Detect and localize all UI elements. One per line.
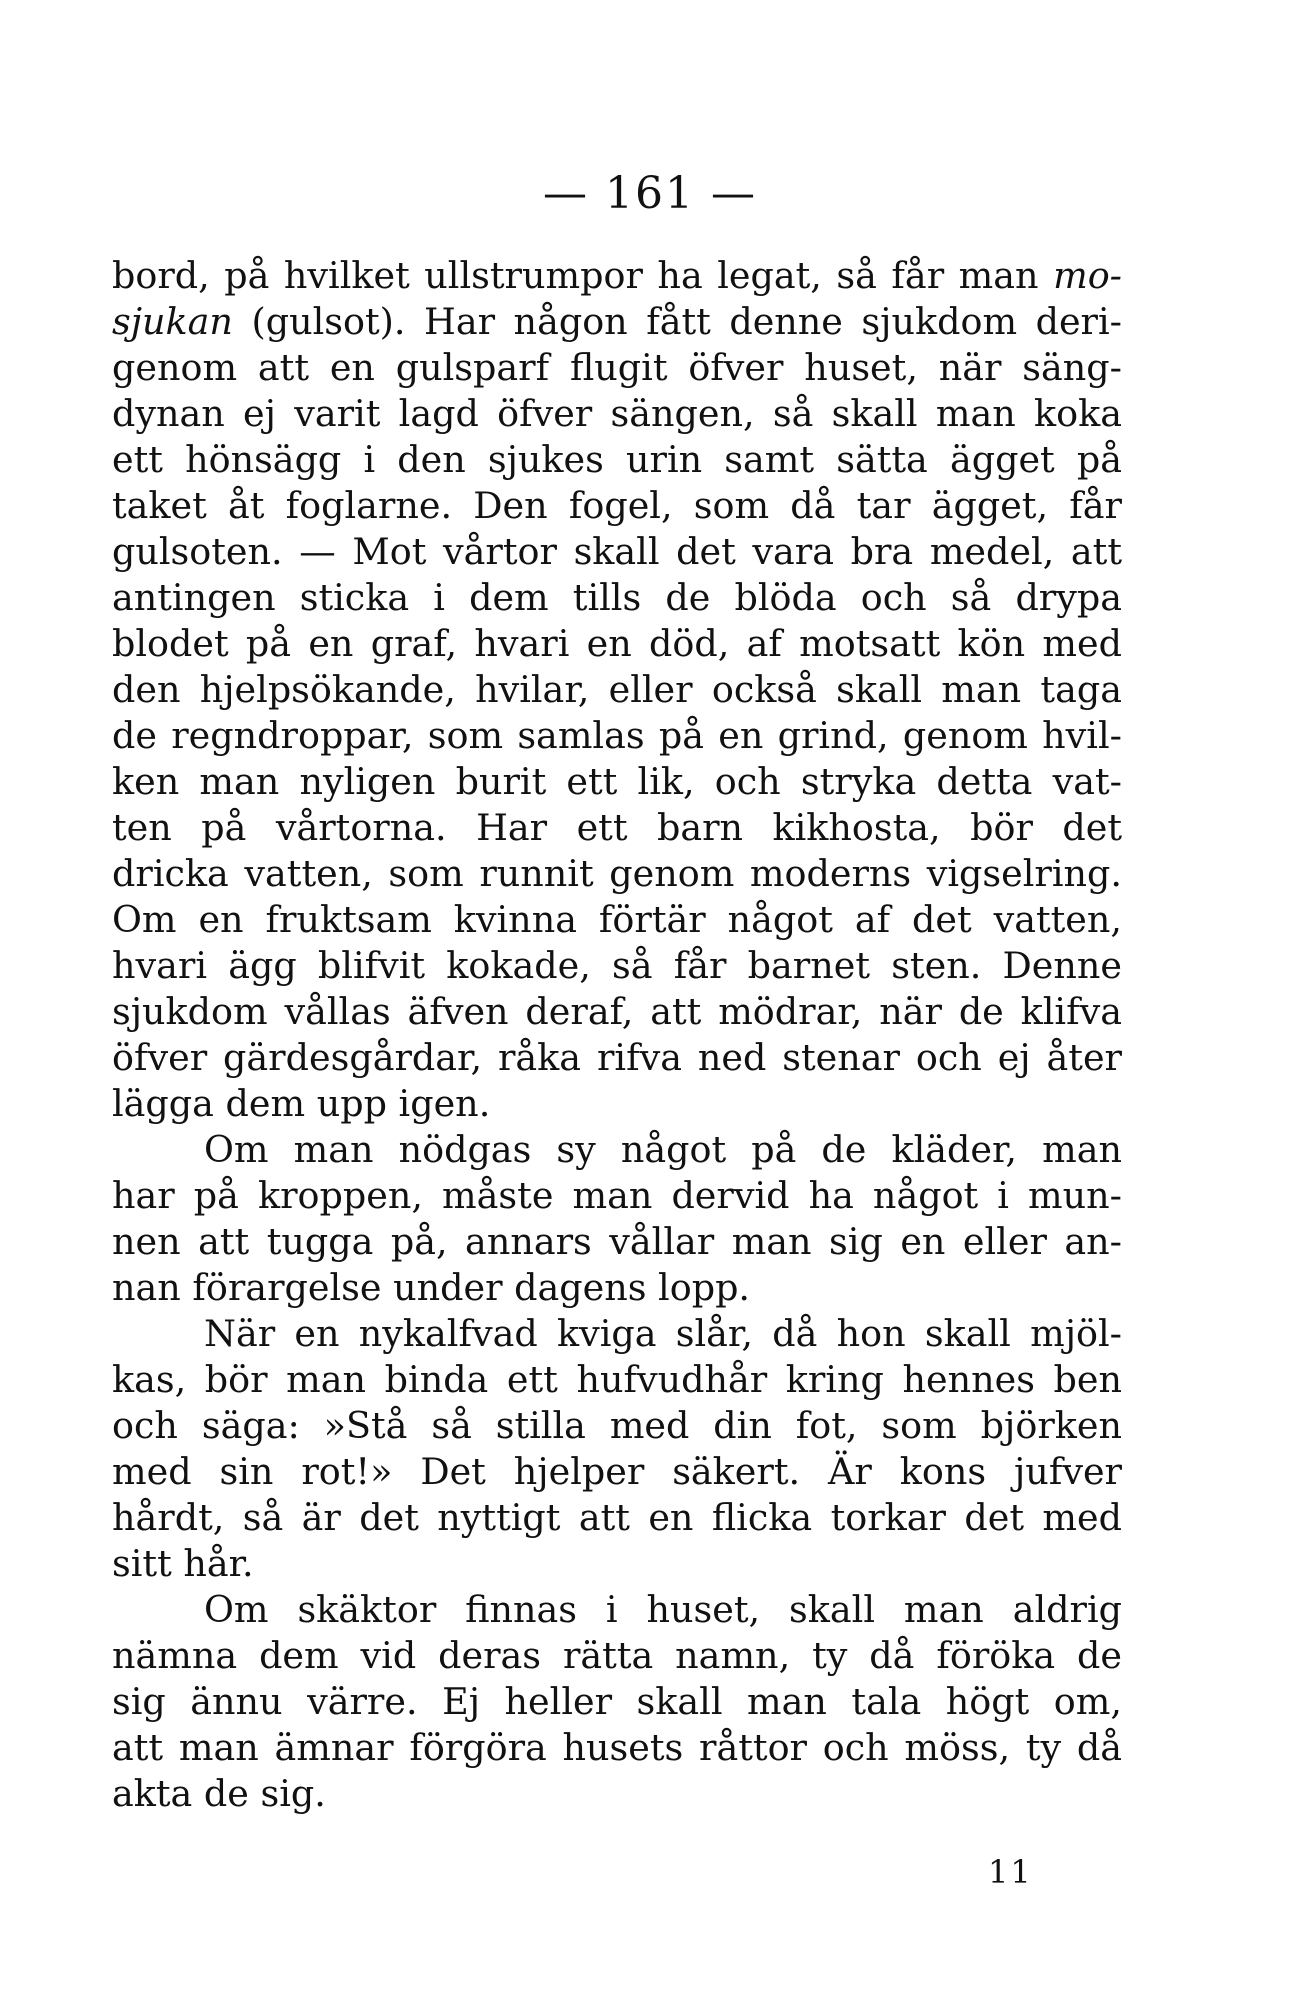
- text-line: sjukan (gulsot). Har någon fått denne sjukdom deri-: [112, 300, 1122, 343]
- text-line: med sin rot!» Det hjelper säkert. Är kons jufver: [112, 1450, 1122, 1493]
- text-line: bord, på hvilket ullstrumpor ha legat, så får man mo-: [112, 254, 1122, 297]
- signature-mark: 11: [988, 1853, 1033, 1891]
- text-line: hvari ägg blifvit kokade, så får barnet sten. Denne: [112, 944, 1122, 987]
- text-line: ett hönsägg i den sjukes urin samt sätta ägget på: [112, 438, 1122, 481]
- text-line: taket åt foglarne. Den fogel, som då tar ägget, får: [112, 484, 1122, 527]
- text-line: Om man nödgas sy något på de kläder, man: [204, 1128, 1122, 1171]
- text-line: lägga dem upp igen.: [112, 1082, 491, 1125]
- text-line: Om en fruktsam kvinna förtär något af det vatten,: [112, 898, 1122, 941]
- text-line: nan förargelse under dagens lopp.: [112, 1266, 751, 1309]
- text-line: ten på vårtorna. Har ett barn kikhosta, bör det: [112, 806, 1122, 849]
- text-line: hårdt, så är det nyttigt att en flicka torkar det med: [112, 1496, 1122, 1539]
- text-line: öfver gärdesgårdar, råka rifva ned stenar och ej åter: [112, 1036, 1122, 1079]
- text-line: nämna dem vid deras rätta namn, ty då föröka de: [112, 1634, 1122, 1677]
- text-line: dricka vatten, som runnit genom moderns vigselring.: [112, 852, 1122, 895]
- text-line: ken man nyligen burit ett lik, och stryka detta vat-: [112, 760, 1122, 803]
- text-line: kas, bör man binda ett hufvudhår kring hennes ben: [112, 1358, 1122, 1401]
- text-line: den hjelpsökande, hvilar, eller också skall man taga: [112, 668, 1122, 711]
- text-line: akta de sig.: [112, 1772, 326, 1815]
- text-line: antingen sticka i dem tills de blöda och så drypa: [112, 576, 1122, 619]
- text-line: de regndroppar, som samlas på en grind, genom hvil-: [112, 714, 1122, 757]
- text-line: att man ämnar förgöra husets råttor och möss, ty då: [112, 1726, 1122, 1769]
- text-line: nen att tugga på, annars vållar man sig en eller an-: [112, 1220, 1122, 1263]
- text-line: har på kroppen, måste man dervid ha något i mun-: [112, 1174, 1122, 1217]
- text-line: Om skäktor finnas i huset, skall man aldrig: [204, 1588, 1122, 1631]
- text-line: När en nykalfvad kviga slår, då hon skall mjöl-: [204, 1312, 1122, 1355]
- text-line: dynan ej varit lagd öfver sängen, så skall man koka: [112, 392, 1122, 435]
- text-line: och säga: »Stå så stilla med din fot, som björken: [112, 1404, 1122, 1447]
- text-line: genom att en gulsparf flugit öfver huset, när säng-: [112, 346, 1122, 389]
- text-line: sig ännu värre. Ej heller skall man tala högt om,: [112, 1680, 1122, 1723]
- body-text: [112, 253, 1122, 1817]
- text-line: gulsoten. — Mot vårtor skall det vara bra medel, att: [112, 530, 1122, 573]
- text-line: sitt hår.: [112, 1542, 254, 1585]
- text-line: blodet på en graf, hvari en död, af motsatt kön med: [112, 622, 1122, 665]
- text-line: sjukdom vållas äfven deraf, att mödrar, när de klifva: [112, 990, 1122, 1033]
- page-number-header: — 161 —: [543, 168, 757, 219]
